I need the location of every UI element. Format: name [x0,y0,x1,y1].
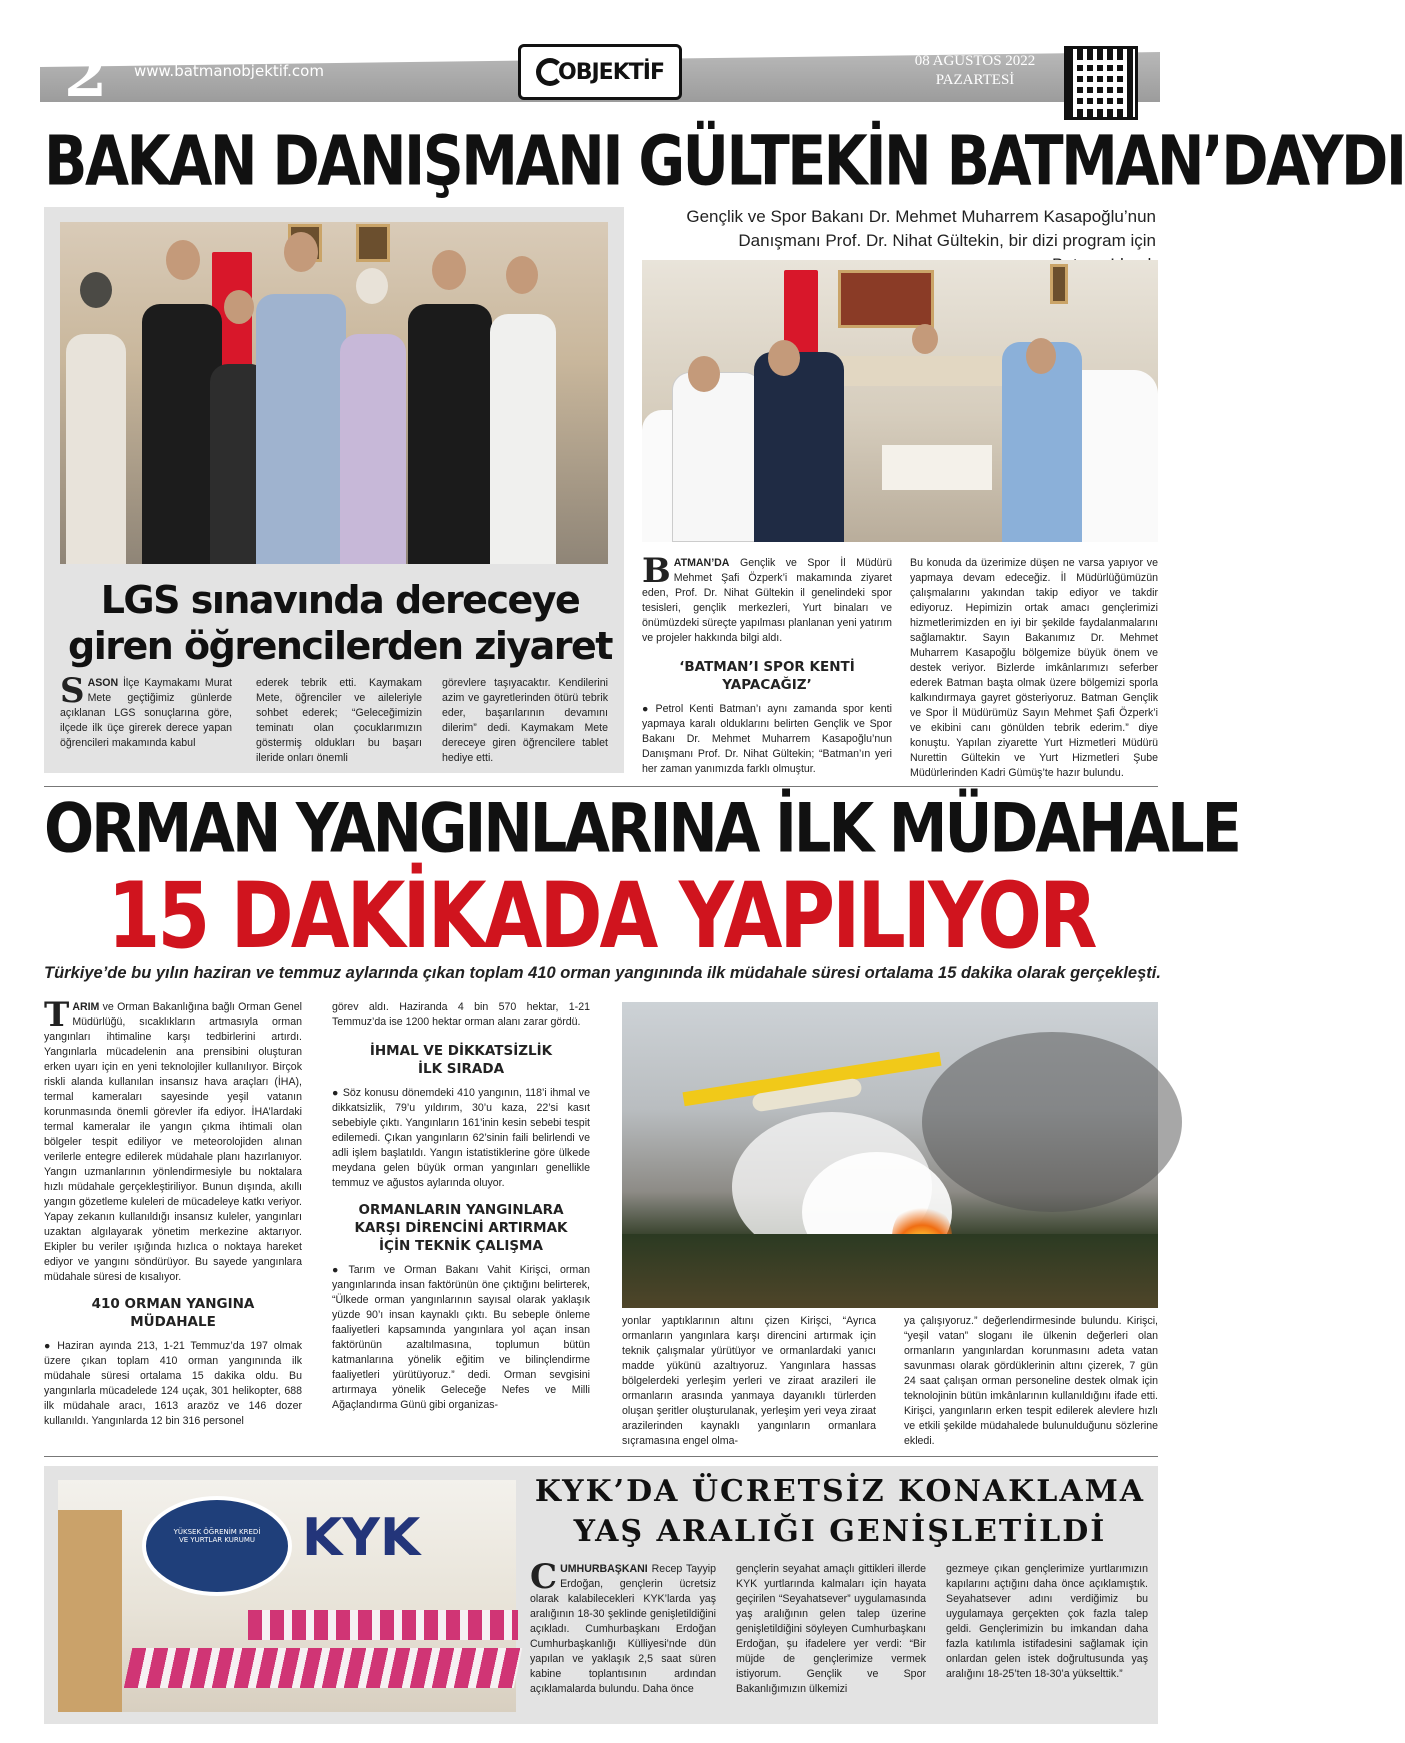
story3-headline-red: 15 DAKİKADA YAPILIYOR [107,862,1095,969]
wardrobe [58,1510,122,1712]
story3-col2-text-2: ● Tarım ve Orman Bakanı Vahit Kirişci, orman yangınlarında insan faktörünün öne çıktığını belirterek, “Ülkede orman yangınlarının sayısal olarak yaklaşık yüzde 90’ı insan kaynaklı çıktı. Bu sebeple önleme faaliyetleri kapsamında yangınlara yol açan insan faktörünün azaltılmasına, toplumun bütün katmanlarına yönelik eğitim ve bilinçlendirme faaliyetleri yürütüyoruz.” dedi. Orman sevgisini artırmaya yönelik Geleceğe Nefes ve Milli Ağaçlandırma Günü gibi organizas- [332,1263,590,1413]
person [340,334,406,564]
section-divider [44,1456,1158,1457]
story4-headline [530,1472,1150,1552]
story3-photo-firefighting-plane [622,1002,1158,1308]
issue-weekday: PAZARTESİ [935,72,1015,88]
story4-column-2: gençlerin seyahat amaçlı gittikleri illerde KYK yurtlarında kalmaları için hayata geçirilen “Seyahatsever” uygulamasında yaş aralığının gelen talep üzerine genişletildiğini söyleyen Cumhurbaşkanı Erdoğan, şu ifadelere yer verdi: “Bir müjde de gençlerimize vermek istiyorum. Gençlik ve Spor Bakanlığımızın ülkemizi [736,1563,926,1695]
issue-date [900,52,1050,90]
story2-text: İlçe Kaymakamı Murat Mete geçtiğimiz günlerde açıklanan LGS sonuçlarına göre, ilçede ilk üçe girerek derece yapan öğrencileri makamında kabul [60,677,232,749]
story4-headline-line1: KYK’DA ÜCRETSİZ KONAKLAMA [534,1474,1146,1509]
story4-text: Recep Tayyip Erdoğan, gençlerin ücretsiz olarak kalabilecekleri KYK’larda yaş aralığının 18-30 şeklinde genişletildiğini açıkladı. Cumhurbaşkanı Erdoğan Cumhurbaşkanlığı Külliyesi’nde dün yapılan ve yaklaşık 2,5 saat süren kabine toplantısının ardından açıklamalarda bulundu. Daha önce [530,1563,716,1695]
story3-column-4: ya çalışıyoruz.” değerlendirmesinde bulundu. Kirişci, “yeşil vatan” sloganı ile ülkenin değerleri olan ormanların yangınlardan korunmasını adeta vatan savunması olarak gördüklerinin altını çizerek, 7 gün 24 saat çalışan orman personeline destek olmak için teknolojinin bütün imkânlarının kullanıldığını ifade etti. Kirişci, yangınların erken tespit edilerek alevlere hızlı ve etkili şekilde müdahalede bulunulduğunu sözlerine ekledi. [904,1315,1158,1447]
story3-headline: ORMAN YANGINLARINA İLK MÜDAHALE [44,788,1239,868]
person-head [432,250,466,290]
logo-text: OBJEKTİF [558,59,664,85]
painting [838,270,934,328]
story1-subheadline: Gençlik ve Spor Bakanı Dr. Mehmet Muharrem Kasapoğlu’nun Danışmanı Prof. Dr. Nihat Gültekin, bir dizi program için [686,207,1156,250]
story1-text: Gençlik ve Spor İl Müdürü Mehmet Şafi Özperk’i makamında ziyaret eden, Prof. Dr. Nihat Gültekin il genelindeki spor tesisleri, gençlik merkezleri, Yurt binaları ve önümüzdeki süreçte yapılması planlanan yeni yatırım ve projeler hakkında bilgi aldı. [642,557,892,644]
person-head [1026,338,1056,374]
story3-subhead-2: İHMAL VE DİKKATSİZLİK İLK SIRADA [369,1043,553,1077]
story2-headline: LGS sınavında dereceye giren öğrencilerden ziyaret [68,578,612,668]
story1-photo [642,260,1158,542]
story4-photo [58,1480,516,1712]
newspaper-logo [518,44,682,100]
story1-column-2: Bu konuda da üzerimize düşen ne varsa yapıyor ve yapmaya devam edeceğiz. İl Müdürlüğümüzün çalışmalarını yakından takip ediyor ve takdir ediyoruz. Hepimizin ortak amacı gençlerimizi hizmetlerimizden en iyi bir şekilde faydalanmalarını sağlamaktır. Sayın Bakanımız Dr. Mehmet Muharrem Kasapoğlu bölgemize büyük önem ve destek veriyor. Bizlerde imkânlarımızı seferber ederek Batman başta olmak üzere bölgemizi sporla kalkındırmaya gayret gösteriyoruz. Batman Gençlik ve Spor İl Müdürümüz Sayın Mehmet Şafi Özperk’i ve ekibini canı gönülden tebrik ederim.” diye konuştu. Yapılan ziyarette Yurt Hizmetleri Müdürü Nurettin Gültekin ve Yurt Hizmetleri Şube Müdürlerinden Kadri Gümüş’te hazır bulundu. [910,557,1158,779]
page-number: 2 [64,38,108,111]
portrait-frame [1050,264,1068,304]
story3-column-3: yonlar yaptıklarının altını çizen Kirişci, “Ayrıca ormanların yangınlara karşı direncini artırmak için teknik çalışmalar yürütüyor ve ormanlardaki yanıcı madde yükünü azaltıyoruz. Yangınlara hassas bölgelerdeki yerleşim yerleri ve ziraat arazileri ile ormanların arasında yanmaya dayanıklı türlerden oluşan şeritler oluşturulanak, yerleşim yeri veya ziraat arazilerinden kaynaklı yangınların ormanlara sıçramasına engel olma- [622,1315,876,1447]
story2-column-2: ederek tebrik etti. Kaymakam Mete, öğrenciler ve aileleriyle sohbet ederek; “Geleceğimizin teminatı olan çocuklarımızın göstermiş oldukları bu başarı ileride onları önemli [256,677,422,764]
story3-text-2: ● Haziran ayında 213, 1-21 Temmuz’da 197 olmak üzere çıkan toplam 410 orman yangınında ilk müdahale süresi ortalama 15 dakika oldu. Bu yangınlarla mücadelede 124 uçak, 301 helikopter, 688 ilk müdahale aracı, 1613 arazöz ve 146 dozer kullanıldı. Yangınlarda 12 bin 316 personel [44,1339,302,1429]
qr-code-icon[interactable] [1064,46,1138,120]
kyk-seal-icon [142,1496,292,1596]
kyk-sign: KYK [302,1508,421,1568]
story2-column-3: görevlere taşıyacaktır. Kendilerini azim ve gayretlerinden ötürü tebrik eder, başarılarının devamını dilerim” dedi. Kaymakam Mete dereceye giren öğrencilere tablet hediye etti. [442,677,608,764]
person-head [506,256,538,294]
story1-headline: BAKAN DANIŞMANI GÜLTEKİN BATMAN’DAYDI [44,122,1405,202]
person-head [284,232,318,272]
story2-photo [60,222,608,564]
person [256,294,346,564]
person-head [80,272,112,308]
lead-word: ARIM [72,1001,100,1013]
kyk-seal-text: YÜKSEK ÖĞRENİM KREDİ VE YURTLAR KURUMU [173,1528,261,1544]
story1-column-1 [642,551,892,777]
story2-column-1 [60,671,232,751]
section-divider [44,786,1158,787]
story3-column-1 [44,995,302,1429]
lead-word: ASON [87,677,119,689]
lead-word: ATMAN’DA [673,557,730,569]
story3-column-2 [332,1000,590,1413]
forest [622,1234,1158,1308]
dropcap: S [60,671,85,711]
story1-text-2: ● Petrol Kenti Batman’ı aynı zamanda spor kenti yapmaya karalı olduklarını belirten Gençlik ve Spor Bakanı Dr. Mehmet Muharrem Kasapoğlu’nun Danışmanı Prof. Dr. Nihat Gültekin; “Batman’ın yeri her zaman yanımızda farklı olmuştur. [642,702,892,777]
smoke [922,1032,1182,1212]
story3-text: ve Orman Bakanlığına bağlı Orman Genel Müdürlüğü, sıcaklıkların artmasıyla orman yangınları ihtimaline karşı tedbirlerini artırdı. Yangınlarla mücadelenin ana prensibini oluşturan erken uyarı için en yeni teknolojiler kullanılıyor. Birçok riskli alanda kullanılan insansız hava araçları (İHA), termal kameraları sayesinde yeşil vatanın korunmasında önemli görevler ifa ediyor. İHA’lardaki termal kameralar ile yangın çıkma ihtimali olan bölgeler tespit ediliyor ve meteorolojiden alınan verilerle entegre edilerek müdahale planı hazırlanıyor. Yangın uzmanlarının yönlendirmesiyle bu noktalara hızlı müdahale gerçekleştiriliyor. Bunun dışında, akıllı yangın gözetleme kuleleri de mücadeleye katkı veriyor. Yapay zekanın kullanıldığı insansız kuleler, yangınları uzaktan algılayarak yönetim merkezine aktarıyor. Ekipler bu veriler ışığında hızlıca o noktaya hareket ediyor ve yangını söndürüyor. Bu sayede yangınlara müdahale süresi de kısalıyor. [44,1001,302,1283]
story3-subheadline: Türkiye’de bu yılın haziran ve temmuz aylarında çıkan toplam 410 orman yangınında ilk müdahale süresi ortalama 15 dakika olarak gerçekleşti. [44,964,1161,982]
story3-col2-text: görev aldı. Haziranda 4 bin 570 hektar, 1-21 Temmuz’da ise 1200 hektar orman alanı zarar gördü. [332,1001,590,1028]
bed-cover [124,1648,523,1688]
person [408,304,492,564]
bed-cover [248,1610,518,1640]
person-head [224,290,254,324]
person-head [768,340,800,376]
person [754,352,844,542]
person [672,372,762,542]
site-url[interactable]: www.batmanobjektif.com [134,62,324,80]
person [66,334,126,564]
lead-word: UMHURBAŞKANI [560,1563,648,1575]
dropcap: B [642,551,671,591]
person-head [356,268,388,304]
person-head [166,240,200,280]
story3-col2-text-1: ● Söz konusu dönemdeki 410 yangının, 118’i ihmal ve dikkatsizlik, 79’u yıldırım, 30’u kaza, 22’si kasıt sebebiyle çıktı. Yangınların 161’inin kesin sebebi tespit edilemedi. Çıkan yangınların 62’sinin faili belirlendi ve adli işlem başlatıldı. Yangın istatistiklerine göre ülkede meydana gelen büyük orman yangınları genellikle temmuz ve ağustos aylarında oluyor. [332,1086,590,1191]
portrait-frame [356,224,390,262]
person-head [688,356,720,392]
story4-headline-line2: YAŞ ARALIĞI GENİŞLETİLDİ [573,1514,1107,1549]
dropcap: C [530,1557,558,1597]
person-head [912,324,938,354]
issue-date-line: 08 AĞUSTOS 2022 [914,53,1036,69]
person [490,314,556,564]
story3-subhead-3: ORMANLARIN YANGINLARA KARŞI DİRENCİNİ ARTIRMAK İÇİN TEKNİK ÇALIŞMA [354,1202,568,1254]
story1-subhead: ‘BATMAN’I SPOR KENTİ YAPACAĞIZ’ [679,659,855,693]
story4-column-3: gezmeye çıkan gençlerimize yurtlarımızın kapılarını açtığını daha önce açıklamıştık. Seyahatsever adını verdiğimiz bu uygulamaya gerçekten çok fazla talep geldi. Gençlerimizin bu imkandan daha fazla katılımla istifadesini sağlamak için onlardan gelen istek doğrultusunda yaş aralığını 18-25’ten 18-30’a yükselttik.” [946,1563,1148,1680]
dropcap: T [44,995,70,1035]
story3-subhead-1: 410 ORMAN YANGINA MÜDAHALE [91,1296,255,1330]
story4-column-1 [530,1557,716,1697]
coffee-table [882,445,992,490]
